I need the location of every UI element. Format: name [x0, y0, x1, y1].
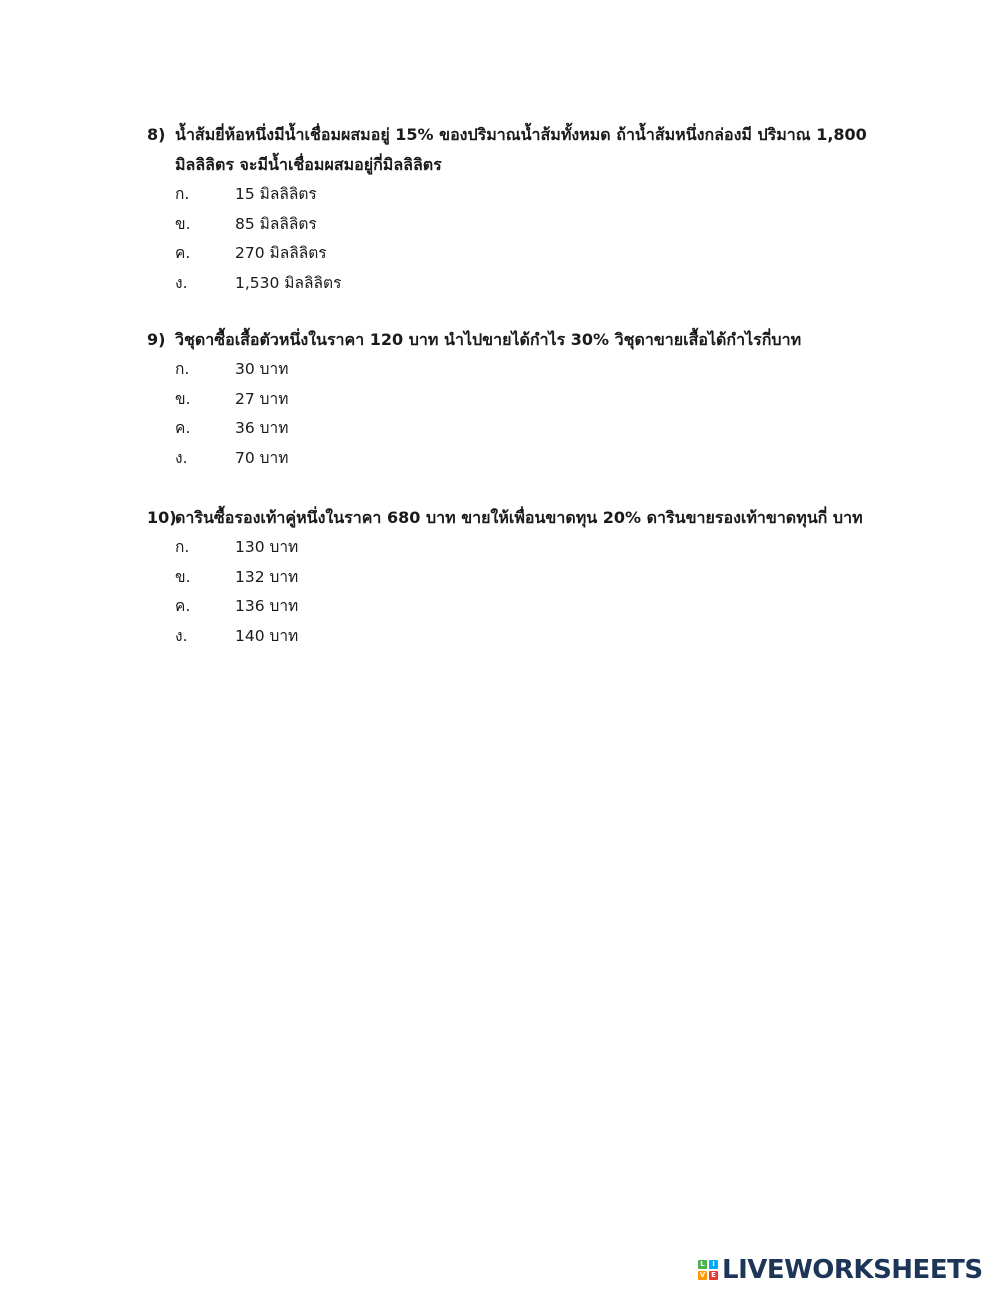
question-8	[147, 120, 867, 298]
option-a[interactable]	[147, 355, 867, 385]
option-letter: ก.	[175, 538, 190, 556]
option-letter: ก.	[175, 185, 190, 203]
option-text: 36 บาท	[235, 419, 289, 437]
option-a[interactable]	[147, 533, 867, 563]
question-text: ดารินซื้อรองเท้าคู่หนึ่งในราคา 680 บาท ขายให้เพื่อนขาดทุน 20% ดารินขายรองเท้าขาดทุนกี่ บาท	[175, 508, 863, 527]
question-stem	[147, 325, 867, 355]
option-text: 15 มิลลิลิตร	[235, 185, 317, 203]
option-d[interactable]	[147, 269, 867, 299]
option-text: 70 บาท	[235, 448, 289, 467]
question-text: วิชุดาซื้อเสื้อตัวหนึ่งในราคา 120 บาท นำไปขายได้กำไร 30% วิชุดาขายเสื้อได้กำไรกี่บาท	[175, 330, 802, 349]
option-c[interactable]	[147, 239, 867, 269]
option-letter: ข.	[175, 567, 191, 586]
logo-icon	[698, 1260, 718, 1280]
question-9	[147, 325, 867, 473]
question-number: 10)	[147, 508, 177, 527]
option-letter: ก.	[175, 360, 190, 378]
question-number: 8)	[147, 125, 166, 144]
option-letter: ค.	[175, 597, 191, 615]
option-letter: ค.	[175, 244, 191, 262]
option-letter: ง.	[175, 448, 188, 467]
question-text: น้ำส้มยี่ห้อหนึ่งมีน้ำเชื่อมผสมอยู่ 15% ของปริมาณน้ำส้มทั้งหมด ถ้าน้ำส้มหนึ่งกล่องมี ปริมาณ 1,800 มิลลิลิตร จะมีน้ำเชื่อมผสมอยู่กี่มิลลิลิตร	[175, 125, 867, 174]
question-stem	[147, 120, 867, 180]
option-a[interactable]	[147, 180, 867, 210]
option-b[interactable]	[147, 385, 867, 415]
option-letter: ข.	[175, 214, 191, 233]
logo-text: LIVEWORKSHEETS	[722, 1255, 983, 1285]
option-text: 30 บาท	[235, 360, 289, 378]
logo-tile-i: I	[709, 1260, 718, 1269]
option-d[interactable]	[147, 444, 867, 474]
option-c[interactable]	[147, 592, 867, 622]
logo-tile-v: V	[699, 1271, 706, 1279]
option-text: 132 บาท	[235, 567, 299, 586]
option-text: 130 บาท	[235, 538, 299, 556]
option-text: 270 มิลลิลิตร	[235, 244, 327, 262]
liveworksheets-logo	[698, 1254, 983, 1286]
option-letter: ค.	[175, 419, 191, 437]
logo-tile-l: L	[698, 1260, 707, 1269]
option-letter: ง.	[175, 273, 188, 292]
option-b[interactable]	[147, 563, 867, 593]
option-text: 140 บาท	[235, 626, 299, 645]
logo-tile-e: E	[709, 1271, 718, 1280]
option-text: 136 บาท	[235, 597, 299, 615]
question-number: 9)	[147, 330, 166, 349]
option-letter: ข.	[175, 389, 191, 408]
option-text: 85 มิลลิลิตร	[235, 214, 317, 233]
option-b[interactable]	[147, 210, 867, 240]
option-text: 1,530 มิลลิลิตร	[235, 273, 342, 292]
question-10	[147, 503, 867, 651]
option-text: 27 บาท	[235, 389, 289, 408]
option-d[interactable]	[147, 622, 867, 652]
option-letter: ง.	[175, 626, 188, 645]
option-c[interactable]	[147, 414, 867, 444]
question-stem	[147, 503, 867, 533]
